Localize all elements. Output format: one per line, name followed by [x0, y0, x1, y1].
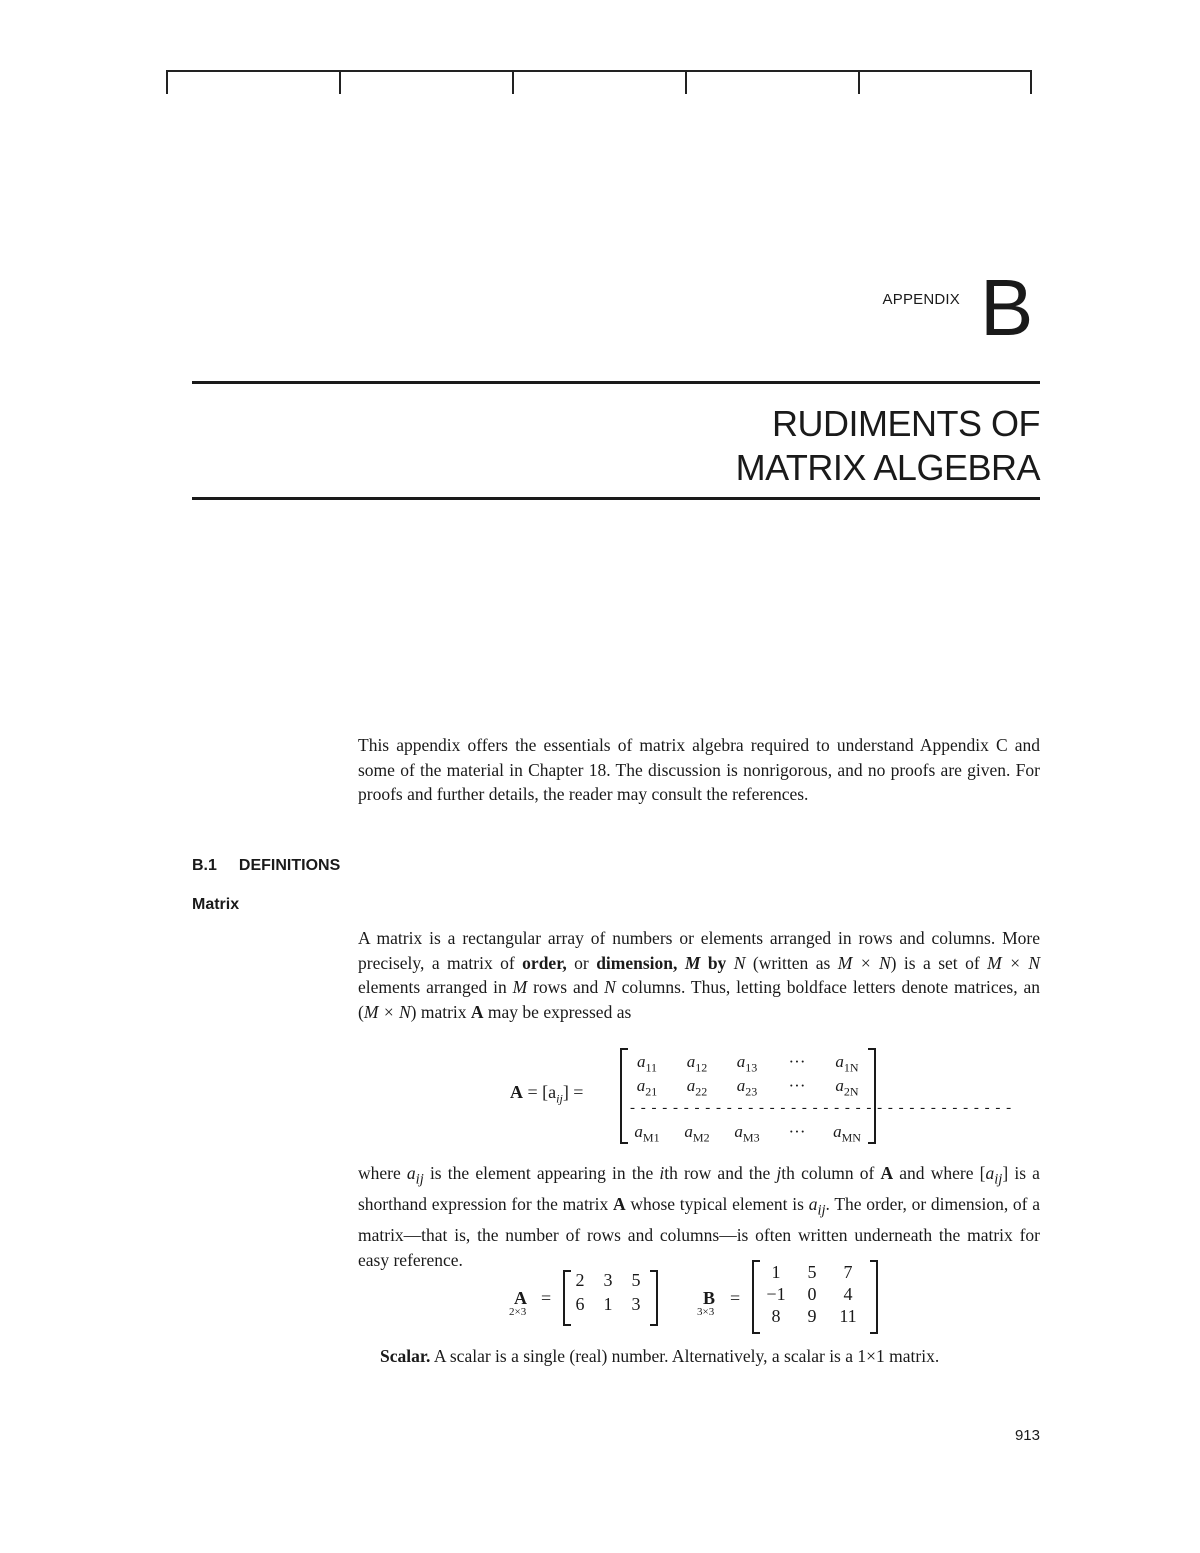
appendix-label: APPENDIX	[882, 291, 960, 308]
example-a-cell: 6	[575, 1294, 585, 1314]
matrix-a-cell: ···	[788, 1052, 806, 1071]
top-ruler	[166, 70, 1032, 94]
matrix-a-cell: $a_{M2}$	[684, 1122, 710, 1145]
example-a-cell: 3	[603, 1270, 613, 1290]
example-b-cell: 8	[771, 1306, 781, 1326]
matrix-a-cell: $a_{1N}$	[835, 1052, 859, 1075]
matrix-a-lhs: $A = [a_{ij}]$ =	[510, 1082, 584, 1106]
example-b-cell: −1	[766, 1284, 786, 1304]
matrix-a-cell: $a_{2N}$	[835, 1076, 859, 1099]
example-a-cell: 5	[631, 1270, 641, 1290]
matrix-a-cell: $a_{22}$	[686, 1076, 708, 1099]
matrix-a-cell: $a_{21}$	[636, 1076, 658, 1099]
matrix-a-cell: $a_{M3}$	[734, 1122, 760, 1145]
example-a-equals: =	[541, 1288, 552, 1308]
chapter-title-line1: RUDIMENTS OF	[772, 403, 1040, 444]
example-b-cell: 9	[807, 1306, 817, 1326]
matrix-a-dotted-row: - - - - - - - - - - - - - - - - - - - - - - - - - - - - - - - - - - - -	[630, 1100, 1013, 1116]
example-b-cell: 0	[807, 1284, 817, 1304]
matrix-a-cell: $a_{11}$	[636, 1052, 658, 1075]
scalar-label: Scalar.	[380, 1346, 431, 1366]
matrix-a-cell: $a_{M1}$	[634, 1122, 660, 1145]
example-b-dimension: 3×3	[697, 1306, 715, 1318]
example-a-dimension: 2×3	[509, 1306, 527, 1318]
scalar-paragraph	[358, 1344, 1040, 1369]
chapter-title-line2: MATRIX ALGEBRA	[735, 447, 1040, 488]
definition-paragraph: A matrix is a rectangular array of numbers or elements arranged in rows and columns. More precisely, a matrix of order, or dimension, M by N (written as M × N) is a set of M × N elements arranged in M rows and N columns. Thus, letting boldface letters denote matrices, an (M × N) matrix A may be expressed as	[358, 928, 1041, 1022]
matrix-a-cell: $a_{12}$	[686, 1052, 708, 1075]
title-rule-bottom	[192, 497, 1040, 500]
example-b-cell: 4	[843, 1284, 853, 1304]
example-b-cell: 1	[771, 1262, 781, 1282]
matrix-a-grid	[620, 1050, 1013, 1145]
page-number: 913	[1014, 1427, 1040, 1444]
intro-paragraph: This appendix offers the essentials of matrix algebra required to understand Appendix C and some of the material in Chapter 18. The discussion is nonrigorous, and no proofs are given. For proofs and further details, the reader may consult the references.	[358, 735, 1040, 804]
example-a-cell: 3	[631, 1294, 641, 1314]
example-b-grid	[758, 1262, 874, 1332]
example-a-grid	[566, 1270, 656, 1324]
appendix-letter: B	[980, 263, 1034, 352]
chapter-title	[736, 402, 1040, 490]
matrix-a-cell: ···	[788, 1076, 806, 1095]
example-b-cell: 5	[807, 1262, 817, 1282]
example-b-cell: 11	[839, 1306, 857, 1326]
example-a-cell: 1	[603, 1294, 613, 1314]
example-a-name: A	[514, 1288, 527, 1308]
example-b-name: B	[703, 1288, 716, 1308]
section-heading	[192, 857, 340, 875]
section-number: B.1	[192, 857, 217, 874]
scalar-text: A scalar is a single (real) number. Alternatively, a scalar is a 1×1 matrix.	[430, 1346, 940, 1366]
where-paragraph: where $a_{ij}$ is the element appearing in the ith row and the jth column of A and where $[a_{ij}]$ is a shorthand expression for the matrix A whose typical element is $a_{ij}$. The order, or dimension, of a matrix—that is, the number of rows and columns—is often written underneath the matrix for easy reference.	[358, 1163, 1041, 1270]
matrix-a-cell: $a_{MN}$	[833, 1122, 861, 1145]
matrix-a-cell: ···	[788, 1122, 806, 1141]
subheading-matrix: Matrix	[192, 896, 240, 913]
matrix-a-cell: $a_{13}$	[736, 1052, 758, 1075]
title-rule-top	[192, 381, 1040, 384]
example-b-cell: 7	[843, 1262, 853, 1282]
example-a-cell: 2	[575, 1270, 585, 1290]
example-b-equals: =	[730, 1288, 741, 1308]
section-title: DEFINITIONS	[238, 857, 341, 874]
matrix-a-cell: $a_{23}$	[736, 1076, 758, 1099]
